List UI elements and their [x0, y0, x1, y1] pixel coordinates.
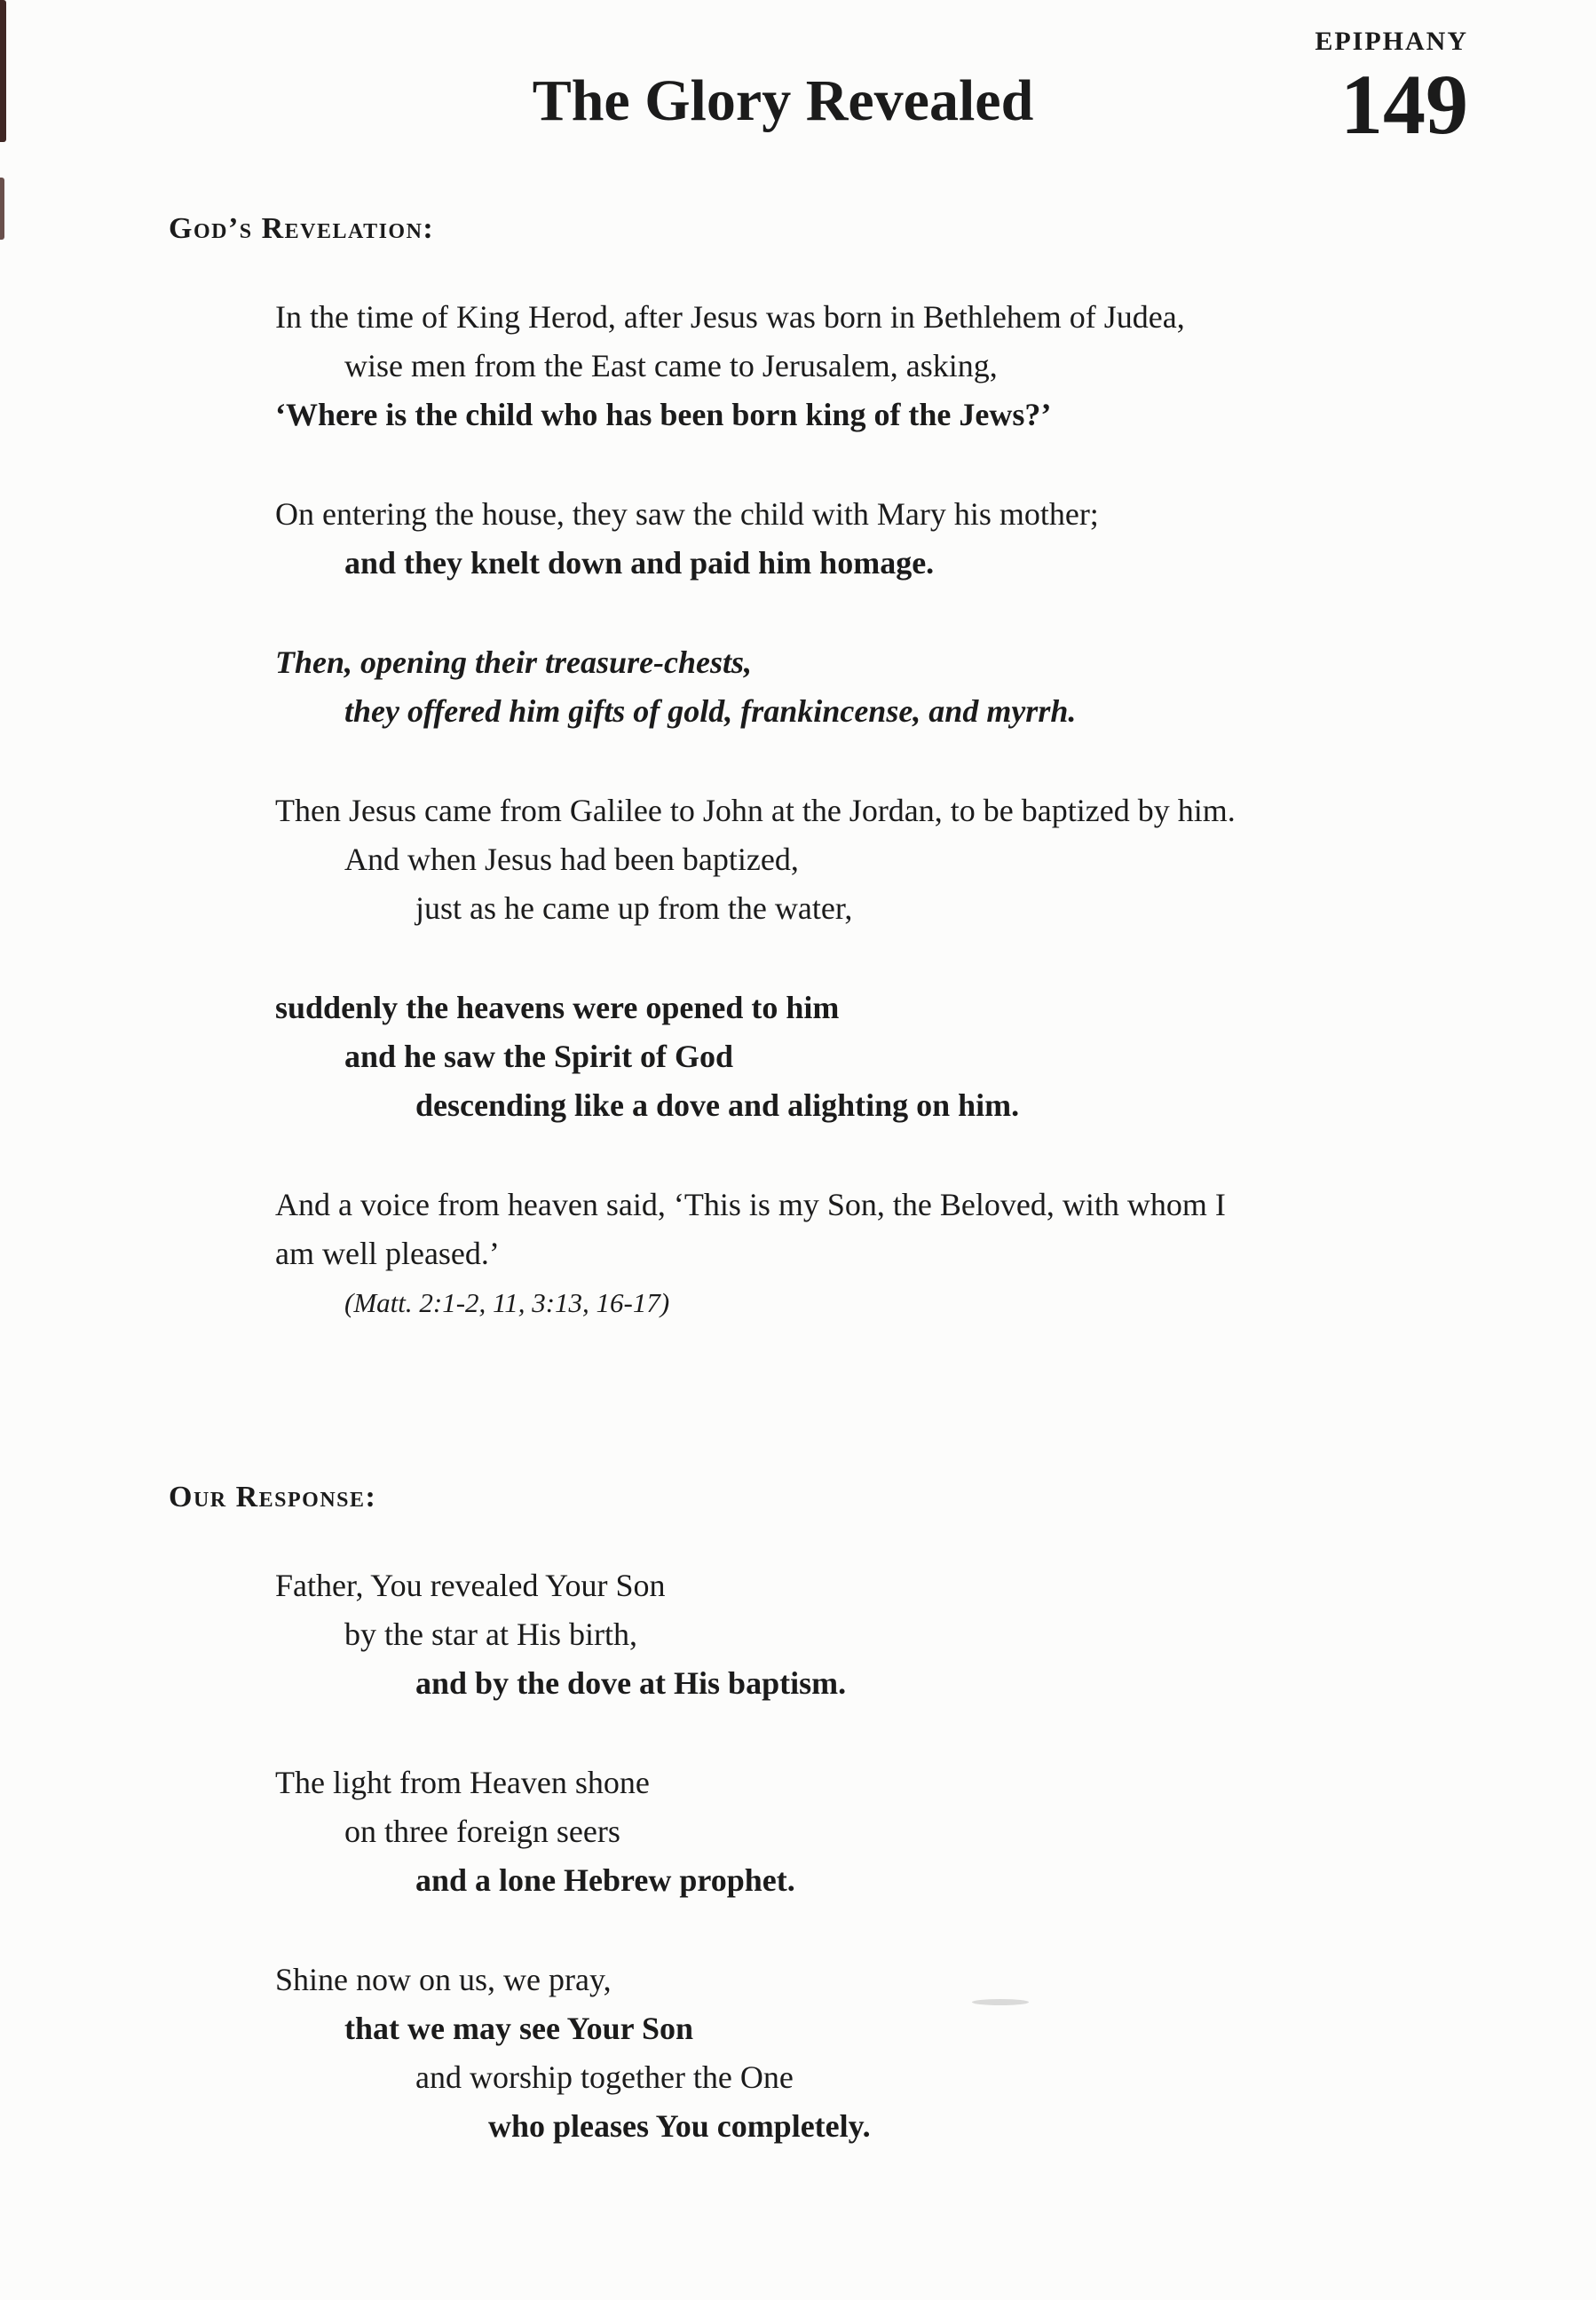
stanza [169, 293, 1560, 439]
stanza [169, 1956, 1560, 2151]
verse-line: descending like a dove and alighting on him. [415, 1087, 1020, 1123]
stanza [169, 1561, 1560, 1708]
stanza [169, 1759, 1560, 1905]
verse-line: ‘Where is the child who has been born king of the Jews?’ [275, 397, 1052, 432]
section-heading: God’s Revelation: [169, 212, 435, 245]
verse-line: just as he came up from the water, [415, 890, 853, 926]
stanza [169, 786, 1560, 933]
section [169, 209, 1560, 1327]
verse-line: Then Jesus came from Galilee to John at the Jordan, to be baptized by him. [275, 793, 1236, 828]
verse-line: by the star at His birth, [344, 1616, 637, 1652]
verse-line: On entering the house, they saw the child with Mary his mother; [275, 496, 1099, 532]
verse-line: they offered him gifts of gold, frankincense, and myrrh. [344, 693, 1077, 729]
season-label: EPIPHANY [1315, 27, 1468, 56]
page-number: 149 [1340, 57, 1468, 152]
stanza [169, 490, 1560, 588]
section [169, 1478, 1560, 2151]
verse-line: and a lone Hebrew prophet. [415, 1862, 795, 1898]
verse-line: that we may see Your Son [344, 2011, 693, 2046]
verse-line: And when Jesus had been baptized, [344, 842, 799, 877]
verse-line: Father, You revealed Your Son [275, 1568, 666, 1603]
verse-line: and by the dove at His baptism. [415, 1665, 847, 1701]
verse-line: who pleases You completely. [488, 2108, 871, 2144]
verse-line: Shine now on us, we pray, [275, 1962, 612, 1997]
scan-artifact [0, 178, 4, 240]
verse-line: wise men from the East came to Jerusalem, asking, [344, 348, 998, 383]
verse-line: and worship together the One [415, 2059, 794, 2095]
content [169, 209, 1560, 2151]
page-title: The Glory Revealed [532, 68, 1034, 133]
verse-line: on three foreign seers [344, 1814, 620, 1849]
stanza [169, 638, 1560, 736]
verse-line: and he saw the Spirit of God [344, 1039, 734, 1074]
verse-line: am well pleased.’ [275, 1236, 500, 1271]
section-heading: Our Response: [169, 1481, 377, 1514]
verse-line: and they knelt down and paid him homage. [344, 545, 935, 581]
stanza [169, 984, 1560, 1130]
verse-line: The light from Heaven shone [275, 1765, 650, 1800]
verse-line: And a voice from heaven said, ‘This is my Son, the Beloved, with whom I [275, 1187, 1226, 1222]
verse-line: Then, opening their treasure-chests, [275, 644, 753, 680]
verse-line: (Matt. 2:1-2, 11, 3:13, 16-17) [344, 1287, 670, 1318]
verse-line: suddenly the heavens were opened to him [275, 990, 840, 1025]
verse-line: In the time of King Herod, after Jesus was born in Bethlehem of Judea, [275, 299, 1185, 335]
stanza [169, 1181, 1560, 1327]
